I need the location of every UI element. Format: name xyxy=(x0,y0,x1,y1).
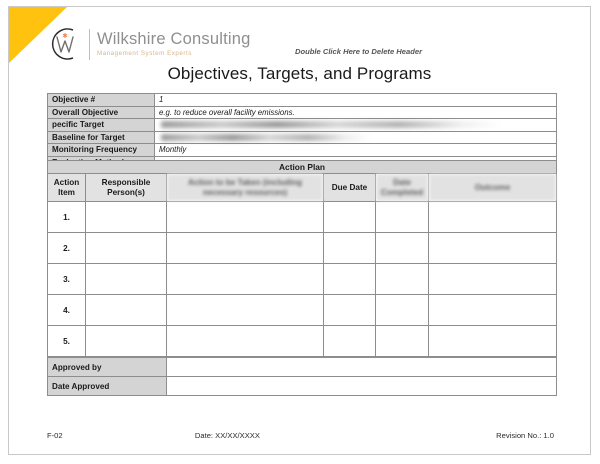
column-header-date-completed: Date Completed xyxy=(376,174,429,202)
action-row-outcome[interactable] xyxy=(429,264,557,295)
table-row xyxy=(48,131,557,144)
table-row xyxy=(48,161,557,174)
action-row-responsible[interactable] xyxy=(86,233,167,264)
redacted-content xyxy=(159,133,552,142)
table-row xyxy=(48,326,557,357)
action-row-outcome[interactable] xyxy=(429,295,557,326)
action-row-responsible[interactable] xyxy=(86,295,167,326)
approval-label-date-approved: Date Approved xyxy=(48,377,167,396)
action-row-number: 5. xyxy=(48,326,86,357)
footer-date: Date: XX/XX/XXXX xyxy=(194,431,260,440)
column-header-due-date: Due Date xyxy=(324,174,376,202)
action-row-date-completed[interactable] xyxy=(376,202,429,233)
action-plan-table xyxy=(47,160,557,357)
table-row xyxy=(48,202,557,233)
action-row-date-completed[interactable] xyxy=(376,295,429,326)
footer-revision: Revision No.: 1.0 xyxy=(496,431,554,440)
page-footer xyxy=(47,431,554,440)
document-page xyxy=(8,6,591,455)
action-row-action[interactable] xyxy=(167,233,324,264)
action-row-responsible[interactable] xyxy=(86,264,167,295)
objective-info-table xyxy=(47,93,557,169)
table-row xyxy=(48,106,557,119)
table-header-row xyxy=(48,174,557,202)
info-value-objective-number[interactable]: 1 xyxy=(155,94,557,107)
action-plan-banner: Action Plan xyxy=(48,161,557,174)
column-header-action-item: Action Item xyxy=(48,174,86,202)
action-row-action[interactable] xyxy=(167,295,324,326)
action-row-action[interactable] xyxy=(167,264,324,295)
column-header-outcome: Outcome xyxy=(429,174,557,202)
info-label-monitoring-frequency: Monitoring Frequency xyxy=(48,144,155,157)
action-row-date-completed[interactable] xyxy=(376,233,429,264)
action-row-outcome[interactable] xyxy=(429,326,557,357)
footer-form-number: F-02 xyxy=(47,431,63,440)
action-row-responsible[interactable] xyxy=(86,326,167,357)
info-label-baseline-for-target: Baseline for Target xyxy=(48,131,155,144)
brand-text xyxy=(97,31,250,57)
brand-name: Wilkshire Consulting xyxy=(97,29,251,48)
action-row-date-completed[interactable] xyxy=(376,326,429,357)
header-delete-note[interactable]: Double Click Here to Delete Header xyxy=(295,47,423,56)
brand-tagline: Management System Experts xyxy=(97,50,192,58)
info-value-overall-objective[interactable]: e.g. to reduce overall facility emissions. xyxy=(155,106,557,119)
table-row xyxy=(48,94,557,107)
info-value-specific-target[interactable] xyxy=(155,119,557,132)
page-title: Objectives, Targets, and Programs xyxy=(167,64,432,83)
table-row xyxy=(48,233,557,264)
table-row xyxy=(48,295,557,326)
logo-divider xyxy=(89,29,90,60)
action-row-responsible[interactable] xyxy=(86,202,167,233)
approval-label-approved-by: Approved by xyxy=(48,358,167,377)
cw-monogram-logo-icon xyxy=(39,24,87,64)
approval-value-date-approved[interactable] xyxy=(167,377,557,396)
approval-value-approved-by[interactable] xyxy=(167,358,557,377)
brand-logo xyxy=(39,24,250,64)
table-row xyxy=(48,264,557,295)
action-row-action[interactable] xyxy=(167,202,324,233)
action-row-due-date[interactable] xyxy=(324,264,376,295)
info-value-monitoring-frequency[interactable]: Monthly xyxy=(155,144,557,157)
action-row-due-date[interactable] xyxy=(324,233,376,264)
info-label-specific-target: pecific Target xyxy=(48,119,155,132)
info-label-overall-objective: Overall Objective xyxy=(48,106,155,119)
column-header-action-to-be-taken: Action to be Taken (including necessary resources) xyxy=(167,174,324,202)
table-row xyxy=(48,119,557,132)
approval-table xyxy=(47,357,557,396)
action-row-action[interactable] xyxy=(167,326,324,357)
info-value-baseline-for-target[interactable] xyxy=(155,131,557,144)
action-row-number: 2. xyxy=(48,233,86,264)
table-row xyxy=(48,358,557,377)
table-row xyxy=(48,377,557,396)
action-row-due-date[interactable] xyxy=(324,326,376,357)
action-row-outcome[interactable] xyxy=(429,233,557,264)
action-row-number: 1. xyxy=(48,202,86,233)
action-row-date-completed[interactable] xyxy=(376,264,429,295)
action-row-due-date[interactable] xyxy=(324,202,376,233)
action-row-outcome[interactable] xyxy=(429,202,557,233)
redacted-content xyxy=(159,120,552,129)
column-header-responsible-person: Responsible Person(s) xyxy=(86,174,167,202)
action-row-due-date[interactable] xyxy=(324,295,376,326)
table-row xyxy=(48,144,557,157)
info-label-objective-number: Objective # xyxy=(48,94,155,107)
action-row-number: 3. xyxy=(48,264,86,295)
action-row-number: 4. xyxy=(48,295,86,326)
